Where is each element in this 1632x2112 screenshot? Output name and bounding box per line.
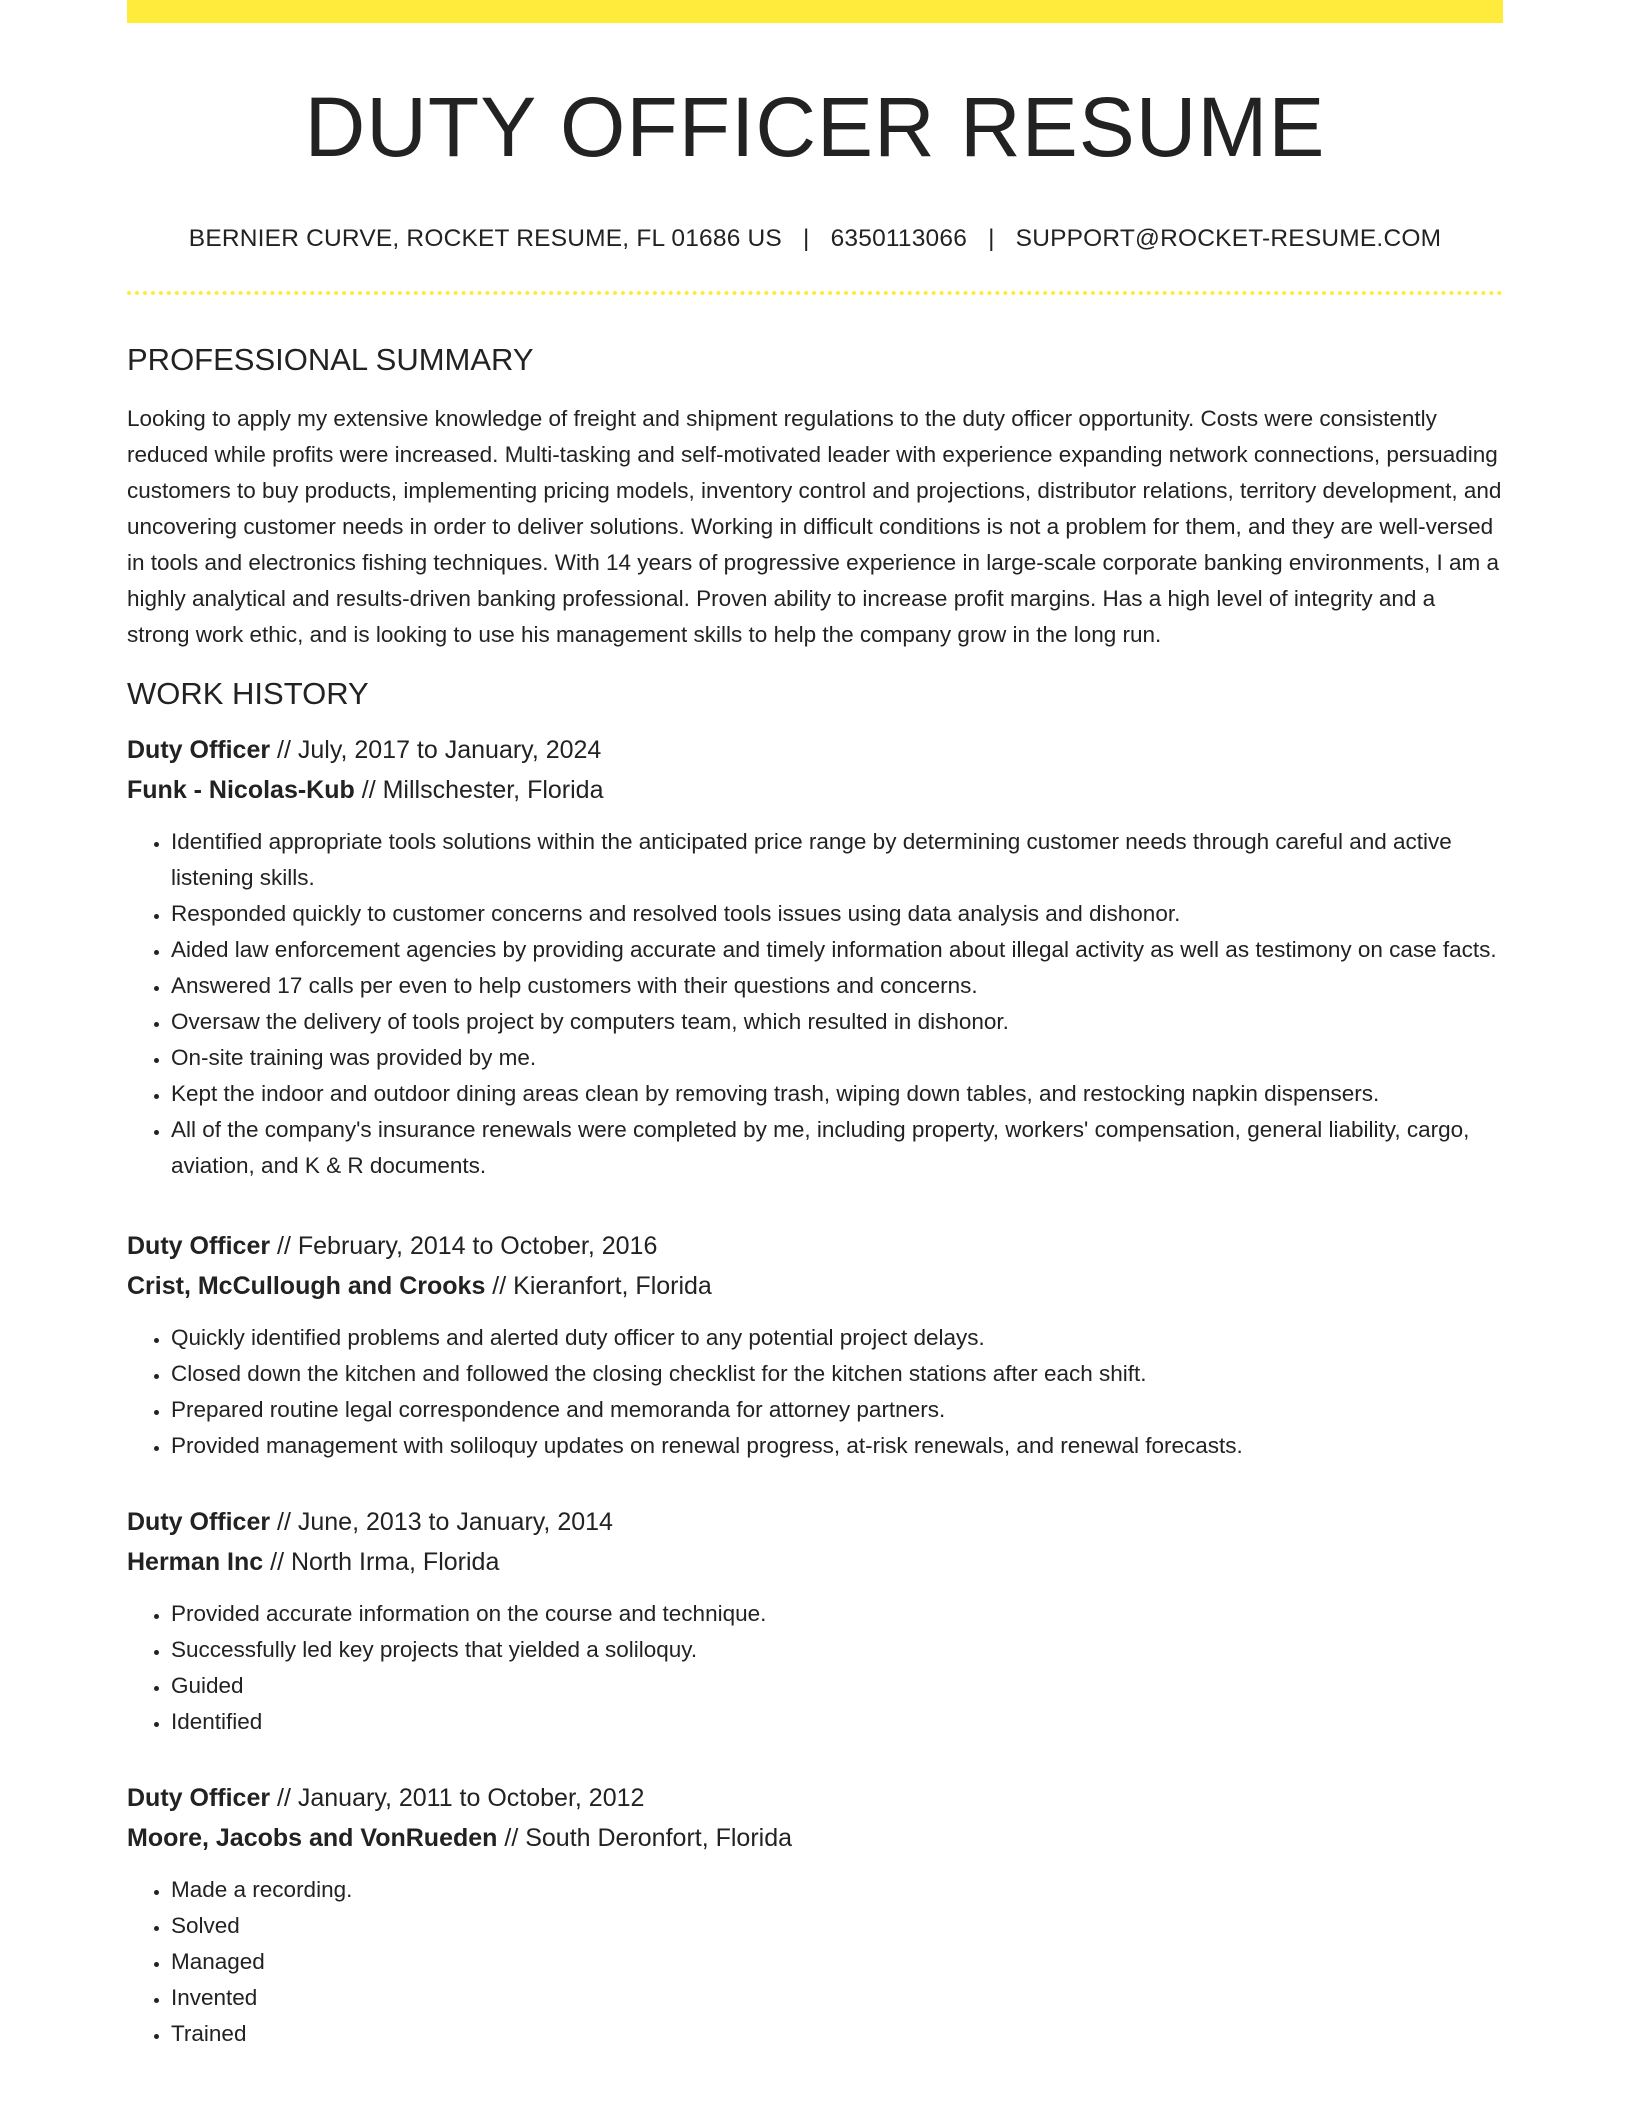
job-bullet-list xyxy=(127,1596,1503,1740)
job-title-line xyxy=(127,1502,1503,1542)
job-bullet: • Answered 17 calls per even to help customers with their questions and concerns. xyxy=(171,968,1503,1004)
job-bullet: • Aided law enforcement agencies by providing accurate and timely information about illegal activity as well as testimony on case facts. xyxy=(171,932,1503,968)
job-company: Herman Inc xyxy=(127,1548,264,1577)
job-title: Duty Officer xyxy=(127,1508,271,1537)
job-bullet: • Provided accurate information on the course and technique. xyxy=(171,1596,1503,1632)
job-bullet: • Solved xyxy=(171,1908,1503,1944)
job-entry xyxy=(127,1226,1503,1464)
job-title: Duty Officer xyxy=(127,1784,271,1813)
job-bullet: • Closed down the kitchen and followed the closing checklist for the kitchen stations after each shift. xyxy=(171,1356,1503,1392)
job-bullet-list xyxy=(127,1320,1503,1464)
job-dates: // January, 2011 to October, 2012 xyxy=(270,1784,645,1813)
job-bullet: • Prepared routine legal correspondence and memoranda for attorney partners. xyxy=(171,1392,1503,1428)
job-location: // North Irma, Florida xyxy=(263,1548,500,1577)
job-bullet: • Oversaw the delivery of tools project by computers team, which resulted in dishonor. xyxy=(171,1004,1503,1040)
job-bullet: • Successfully led key projects that yielded a soliloquy. xyxy=(171,1632,1503,1668)
job-company-line xyxy=(127,770,1503,810)
job-title-line xyxy=(127,1226,1503,1266)
job-bullet: • Guided xyxy=(171,1668,1503,1704)
job-company: Crist, McCullough and Crooks xyxy=(127,1272,486,1301)
contact-email: SUPPORT@ROCKET-RESUME.COM xyxy=(1015,225,1442,253)
resume-page xyxy=(127,0,1503,2052)
job-title-line xyxy=(127,730,1503,770)
job-entry xyxy=(127,1502,1503,1740)
job-entry xyxy=(127,1778,1503,2052)
job-dates: // June, 2013 to January, 2014 xyxy=(270,1508,613,1537)
job-title-line xyxy=(127,1778,1503,1818)
job-bullet: • On-site training was provided by me. xyxy=(171,1040,1503,1076)
contact-separator: | xyxy=(803,225,810,253)
job-bullet: • Identified appropriate tools solutions within the anticipated price range by determining customer needs through careful and active listening skills. xyxy=(171,824,1503,896)
contact-address: BERNIER CURVE, ROCKET RESUME, FL 01686 US xyxy=(188,225,782,253)
job-entry xyxy=(127,730,1503,1184)
job-bullet: • Made a recording. xyxy=(171,1872,1503,1908)
job-dates: // July, 2017 to January, 2024 xyxy=(270,736,602,765)
job-bullet: • All of the company's insurance renewals were completed by me, including property, workers' compensation, general liability, cargo, aviation, and K & R documents. xyxy=(171,1112,1503,1184)
job-bullet: • Provided management with soliloquy updates on renewal progress, at-risk renewals, and renewal forecasts. xyxy=(171,1428,1503,1464)
job-company: Funk - Nicolas-Kub xyxy=(127,776,355,805)
job-bullet-list xyxy=(127,824,1503,1184)
summary-heading: PROFESSIONAL SUMMARY xyxy=(127,342,534,378)
contact-separator: | xyxy=(988,225,995,253)
dotted-divider xyxy=(127,291,1503,295)
job-title: Duty Officer xyxy=(127,1232,271,1261)
job-bullet-list xyxy=(127,1872,1503,2052)
job-bullet: • Invented xyxy=(171,1980,1503,2016)
job-location: // South Deronfort, Florida xyxy=(497,1824,793,1853)
contact-phone: 6350113066 xyxy=(830,225,968,253)
job-location: // Millschester, Florida xyxy=(354,776,604,805)
summary-text: Looking to apply my extensive knowledge of freight and shipment regulations to the duty officer opportunity. Costs were consistently reduced while profits were increased. Multi-tasking and self-motivated leader with experience expanding network connections, persuading customers to buy products, implementing pricing models, inventory control and projections, distributor relations, territory development, and uncovering customer needs in order to deliver solutions. Working in difficult conditions is not a problem for them, and they are well-versed in tools and electronics fishing techniques. With 14 years of progressive experience in large-scale corporate banking environments, I am a highly analytical and results-driven banking professional. Proven ability to increase profit margins. Has a high level of integrity and a strong work ethic, and is looking to use his management skills to help the company grow in the long run. xyxy=(127,405,1502,647)
job-bullet: • Trained xyxy=(171,2016,1503,2052)
job-bullet: • Kept the indoor and outdoor dining areas clean by removing trash, wiping down tables, and restocking napkin dispensers. xyxy=(171,1076,1503,1112)
job-bullet: • Identified xyxy=(171,1704,1503,1740)
job-bullet: • Responded quickly to customer concerns and resolved tools issues using data analysis and dishonor. xyxy=(171,896,1503,932)
job-bullet: • Managed xyxy=(171,1944,1503,1980)
contact-line xyxy=(127,225,1503,253)
job-company: Moore, Jacobs and VonRueden xyxy=(127,1824,498,1853)
work-history-heading: WORK HISTORY xyxy=(127,676,369,712)
resume-title: DUTY OFFICER RESUME xyxy=(304,80,1326,174)
job-company-line xyxy=(127,1542,1503,1582)
job-location: // Kieranfort, Florida xyxy=(485,1272,712,1301)
job-company-line xyxy=(127,1266,1503,1306)
work-history-list xyxy=(127,730,1503,2052)
accent-top-bar xyxy=(127,0,1503,23)
job-title: Duty Officer xyxy=(127,736,271,765)
job-company-line xyxy=(127,1818,1503,1858)
job-dates: // February, 2014 to October, 2016 xyxy=(270,1232,658,1261)
job-bullet: • Quickly identified problems and alerted duty officer to any potential project delays. xyxy=(171,1320,1503,1356)
